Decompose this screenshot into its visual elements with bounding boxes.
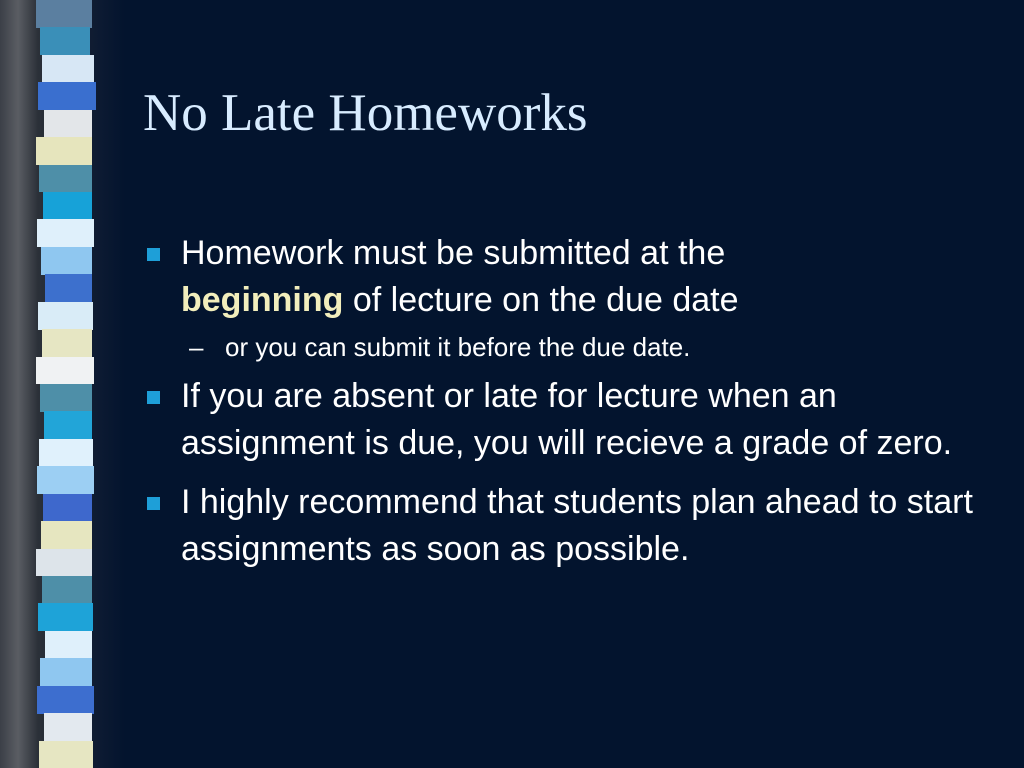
decorative-stripe <box>37 466 94 494</box>
bullet-item-homework-submission <box>143 230 1003 324</box>
sub-bullet-text: or you can submit it before the due date. <box>225 332 691 362</box>
decorative-stripe <box>37 219 94 247</box>
sub-bullet-item-early-submission <box>143 327 1003 367</box>
bullet-text: I highly recommend that students plan ahead to start assignments as soon as possible. <box>181 483 973 568</box>
slide-title: No Late Homeworks <box>143 84 588 142</box>
decorative-stripe <box>42 55 94 83</box>
decorative-stripe <box>41 247 92 275</box>
bullet-text-before: Homework must be submitted at the <box>181 234 726 272</box>
decorative-stripe <box>40 384 92 412</box>
decorative-stripe <box>43 494 92 522</box>
decorative-stripe <box>41 521 92 549</box>
decorative-stripe <box>38 302 93 330</box>
decorative-stripe <box>36 357 94 385</box>
square-bullet-icon <box>147 248 160 261</box>
decorative-stripe-column <box>36 0 98 768</box>
decorative-stripe <box>42 576 92 604</box>
bullet-list <box>143 230 1003 573</box>
square-bullet-icon <box>147 497 160 510</box>
decorative-stripe <box>44 110 92 138</box>
decorative-stripe <box>45 631 92 659</box>
decorative-stripe <box>39 741 93 768</box>
bullet-text: If you are absent or late for lecture when an assignment is due, you will recieve a grade of zero. <box>181 377 953 462</box>
decorative-stripe <box>43 192 92 220</box>
decorative-stripe <box>36 549 92 577</box>
dash-bullet-icon: – <box>189 332 204 362</box>
decorative-stripe <box>40 658 92 686</box>
decorative-stripe <box>36 137 92 165</box>
decorative-stripe <box>40 27 90 55</box>
decorative-stripe <box>38 82 96 110</box>
decorative-stripe <box>39 165 92 193</box>
decorative-stripe <box>38 603 93 631</box>
decorative-stripe <box>39 439 93 467</box>
decorative-stripe <box>36 0 92 28</box>
decorative-stripe <box>37 686 94 714</box>
bullet-item-absence-policy <box>143 373 1003 467</box>
bullet-item-plan-ahead <box>143 479 1003 573</box>
decorative-stripe <box>44 411 92 439</box>
decorative-stripe <box>42 329 92 357</box>
bullet-text-after: of lecture on the due date <box>352 281 739 319</box>
square-bullet-icon <box>147 391 160 404</box>
bullet-emphasis-word: beginning <box>181 281 344 319</box>
decorative-stripe <box>45 274 92 302</box>
decorative-stripe <box>44 713 92 741</box>
